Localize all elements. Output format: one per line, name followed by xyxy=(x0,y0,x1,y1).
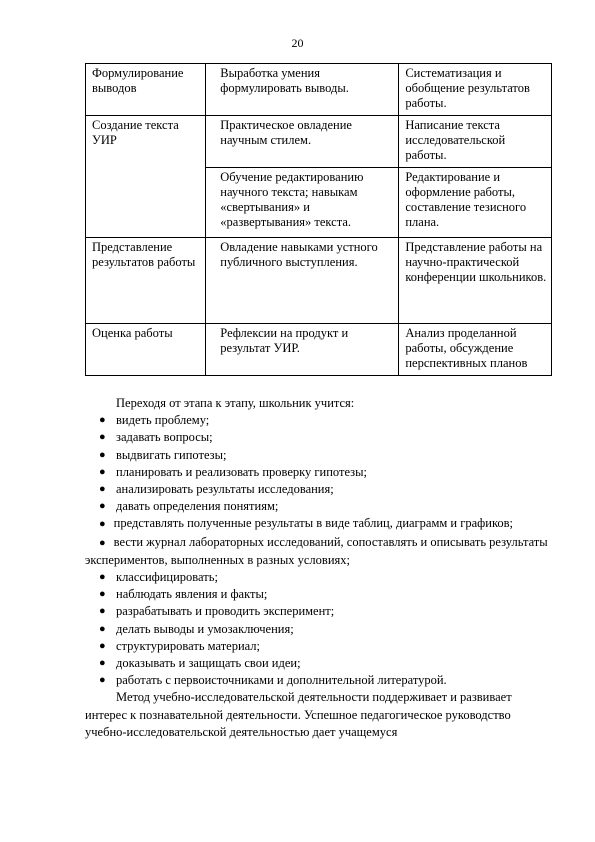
intro-paragraph: Переходя от этапа к этапу, школьник учится: xyxy=(116,396,355,410)
list-item xyxy=(85,515,555,533)
activity-cell: Представление работы на научно-практической конференции школьников. xyxy=(399,238,552,324)
bullet-icon: ● xyxy=(99,518,106,531)
stage-cell: Представление результатов работы xyxy=(86,238,206,324)
goal-cell xyxy=(206,324,399,376)
goal-cell xyxy=(206,116,399,168)
goal-text: Овладение навыками устного публичного выступления. xyxy=(220,240,378,269)
table-row xyxy=(86,324,552,376)
bullet-icon: ● xyxy=(99,571,106,584)
bullet-icon: ● xyxy=(99,500,106,513)
list-item xyxy=(85,534,555,569)
table-row xyxy=(86,238,552,324)
activity-cell: Систематизация и обобщение результатов работы. xyxy=(399,64,552,116)
list-item-text: наблюдать явления и факты; xyxy=(116,587,268,602)
table-row xyxy=(86,116,552,168)
list-item xyxy=(85,429,555,446)
goal-cell xyxy=(206,238,399,324)
list-item xyxy=(85,481,555,498)
list-item-text: представлять полученные результаты в виде таблиц, диаграмм и графиков; xyxy=(113,516,514,531)
closing-paragraph: Метод учебно-исследовательской деятельности поддерживает и развивает интерес к познавательной деятельности. Успешное педагогическое руководство учебно-исследовательской деятельностью дает учащемуся xyxy=(85,690,512,739)
list-item xyxy=(85,603,555,620)
list-item-text: делать выводы и умозаключения; xyxy=(116,621,294,636)
list-item-text: выдвигать гипотезы; xyxy=(116,447,227,462)
activity-cell: Анализ проделанной работы, обсуждение перспективных планов xyxy=(399,324,552,376)
stage-cell: Создание текста УИР xyxy=(86,116,206,238)
bullet-icon: ● xyxy=(99,448,106,461)
bullet-icon: ● xyxy=(99,622,106,635)
bullet-icon: ● xyxy=(99,536,106,549)
goal-cell xyxy=(206,64,399,116)
goal-text: Обучение редактированию научного текста; навыкам «свертывания» и «развертывания» текста. xyxy=(220,170,364,229)
research-stages-table xyxy=(85,63,552,376)
page-number: 20 xyxy=(291,36,304,50)
goal-text: Рефлексии на продукт и результат УИР. xyxy=(220,326,349,355)
stage-cell: Оценка работы xyxy=(86,324,206,376)
goal-cell xyxy=(206,168,399,238)
list-item-text: давать определения понятиям; xyxy=(116,499,279,514)
list-item-text: задавать вопросы; xyxy=(116,430,213,445)
bullet-icon: ● xyxy=(99,414,106,427)
bullet-icon: ● xyxy=(99,639,106,652)
list-item-text: доказывать и защищать свои идеи; xyxy=(116,656,301,671)
list-item xyxy=(85,672,555,689)
list-item-text: вести журнал лабораторных исследований, сопоставлять и описывать результаты экспериментов, выполненных в разных условиях; xyxy=(85,534,548,567)
list-item xyxy=(85,447,555,464)
bullet-icon: ● xyxy=(99,431,106,444)
skills-list xyxy=(85,412,555,689)
list-item-text: анализировать результаты исследования; xyxy=(116,482,334,497)
bullet-icon: ● xyxy=(99,483,106,496)
bullet-icon: ● xyxy=(99,674,106,687)
list-item-text: планировать и реализовать проверку гипотезы; xyxy=(116,464,367,479)
bullet-icon: ● xyxy=(99,657,106,670)
body-text xyxy=(85,395,555,741)
list-item-text: видеть проблему; xyxy=(116,413,210,428)
goal-text: Практическое овладение научным стилем. xyxy=(220,118,352,147)
list-item xyxy=(85,621,555,638)
list-item xyxy=(85,569,555,586)
list-item-text: классифицировать; xyxy=(116,570,218,585)
list-item xyxy=(85,638,555,655)
stage-cell: Формулирование выводов xyxy=(86,64,206,116)
list-item xyxy=(85,586,555,603)
list-item xyxy=(85,464,555,481)
list-item xyxy=(85,498,555,515)
list-item xyxy=(85,412,555,429)
goal-text: Выработка умения формулировать выводы. xyxy=(220,66,349,95)
list-item-text: структурировать материал; xyxy=(116,638,261,653)
bullet-icon: ● xyxy=(99,465,106,478)
list-item-text: работать с первоисточниками и дополнительной литературой. xyxy=(116,673,447,688)
list-item xyxy=(85,655,555,672)
list-item-text: разрабатывать и проводить эксперимент; xyxy=(116,604,335,619)
bullet-icon: ● xyxy=(99,605,106,618)
activity-cell: Написание текста исследовательской работы. xyxy=(399,116,552,168)
activity-cell: Редактирование и оформление работы, составление тезисного плана. xyxy=(399,168,552,238)
bullet-icon: ● xyxy=(99,588,106,601)
table-row xyxy=(86,64,552,116)
